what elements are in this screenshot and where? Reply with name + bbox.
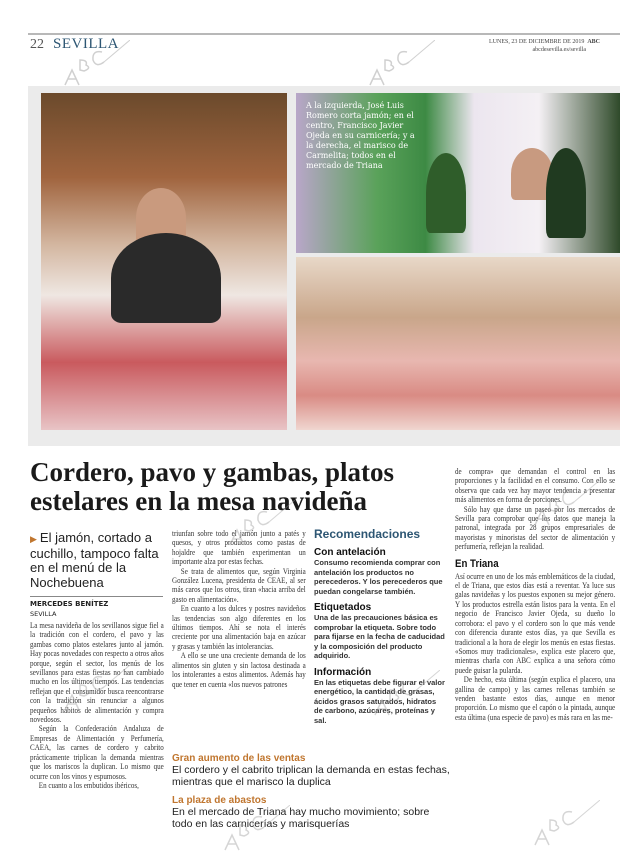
paragraph: Así ocurre en uno de los más emblemáticos de la ciudad, el de Triana, que estos días está a reventar. Ya luce sus galas navideñas y los puestos exponen su mejor género. Y los productos estrella están listos para la venta. En el negocio de Francisco Javier Ojeda, su dueño lo corrobora: el pavo y el cordero son lo que más vende con diferencia durante estos días, ya que Sevilla es tradicional a la hora de elegir los menús en estas fiestas. «Somos muy tradicionales», explica este placero que, mientras charla con ABC explica a una señora cómo puede guisar la pularda. <box>455 571 616 675</box>
box-item-title: Con antelación <box>314 547 386 558</box>
paragraph: En cuanto a los embutidos ibéricos, <box>38 780 139 790</box>
author: MERCEDES BENÍTEZ <box>30 600 109 608</box>
header-date <box>480 38 600 54</box>
paragraph: En cuanto a los dulces y postres navideños las tendencias son algo diferentes en los últimos tiempos. Ahí se nota el interés creciente por una alimentación baja en azúcar y grasas y también las intolerancias. <box>172 604 306 651</box>
paragraph: Sólo hay que darse un paseo por los mercados de Sevilla para comprobar que los datos que maneja la patronal, integrada por 28 grupos empresariales de mayoristas y minoristas del sector de alimentación y perfumería, reflejan la realidad. <box>455 504 616 552</box>
body-column-1 <box>30 621 164 790</box>
paragraph: La mesa navideña de los sevillanos sigue fiel a la tradición con el cordero, el pavo y las gambas como platos estelares junto al jamón. Hay pocas novedades con respecto a otros años porque, según el sector, los menús de los sevillanos para estas fiestas no han cambiado mucho en los últimos tiempos. Las tendencias reflejan que el consumidor busca reencontrarse con la tradición sin renunciar a algunos pequeños hábitos de alimentación y compra novedosos. <box>30 621 164 725</box>
box-item-text: Una de las precauciones básica es comprobar la etiqueta. Sobre todo para fijarse en la fecha de caducidad y la composición del producto adquirido. <box>314 613 445 660</box>
paragraph: de compra» que demandan el control en las proporciones y la facilidad en el consumo. Con ello se observa que cada vez hay mayor tendencia a presentar más alimentos en forma de porciones. <box>455 467 616 505</box>
location: SEVILLA <box>30 610 57 618</box>
highlight-text: El cordero y el cabrito triplican la demanda en estas fechas, mientras que el marisco la duplica <box>172 764 450 788</box>
box-item-title: Información <box>314 666 372 678</box>
recommendations-box <box>314 527 446 725</box>
highlight-title: Gran aumento de las ventas <box>172 753 306 764</box>
box-title: Recomendaciones <box>314 527 421 541</box>
box-item-text: Consumo recomienda comprar con antelación los productos no perecederos. Y los perecederos que puedan congelarse también. <box>314 558 443 596</box>
photo-caption: A la izquierda, José Luis Romero corta jamón; en el centro, Francisco Javier Ojeda en su carnicería; y a la derecha, el marisco de Carmelita; todos en el mercado de Triana <box>306 101 415 170</box>
paragraph: Según la Confederación Andaluza de Empresas de Alimentación y Perfumería, CAEA, las carnes de cordero y cabrito prácticamente triplican la demanda mientras que los mariscos la duplican. Lo mismo que ocurre con los vinos y espumosos. <box>30 724 164 781</box>
site-url[interactable]: abcdesevilla.es/sevilla <box>532 47 586 53</box>
subheadline <box>30 531 165 590</box>
page-number: 22 <box>30 37 44 52</box>
watermark-logo <box>530 800 600 850</box>
highlight-text: En el mercado de Triana hay mucho movimiento; sobre todo en las carnicerías y marisquerías <box>172 806 430 830</box>
header-rule <box>28 33 620 35</box>
paragraph: triunfan sobre todo el jamón junto a patés y quesos, y otros productos como pastas de hojaldre que también experimentan un importante alza por estas fechas. <box>172 529 306 567</box>
highlight-title: La plaza de abastos <box>172 795 267 806</box>
subhead-text: El jamón, cortado a cuchillo, tampoco falta en el menú de la Nochebuena <box>30 530 159 590</box>
box-item-text: En las etiquetas debe figurar el valor energético, la cantidad de grasas, ácidos grasos saturados, hidratos de carbono, azúcares, proteínas y sal. <box>314 677 445 725</box>
photo-seafood <box>296 257 620 430</box>
watermark-logo <box>365 40 435 90</box>
subsection-heading: En Triana <box>455 557 499 570</box>
body-column-2 <box>172 529 306 689</box>
paragraph: Se trata de alimentos que, según Virginia González Lucena, presidenta de CEAE, al ser más caros que los otros, tiran «hacia arriba del gasto en alimentación». <box>172 566 306 604</box>
paragraph: De hecho, esta última (según explica el placero, una gallina de campo) y las carnes rellenas también se venden bastante estos días, aunque en menor proporción. Lo mismo que el capón o la pintada, aunque esta última (una especie de pavo) es más rara en las me- <box>455 675 616 722</box>
body-column-4 <box>455 467 615 722</box>
highlight-1 <box>172 753 452 788</box>
paragraph: A ello se une una creciente demanda de los alimentos sin gluten y sin lactosa destinada a los intolerantes a estos alimentos. Además hay que tener en cuenta «los nuevos patrones <box>172 651 306 689</box>
highlight-2 <box>172 795 452 830</box>
section-title: SEVILLA <box>53 36 119 52</box>
box-item-title: Etiquetados <box>314 602 372 613</box>
triangle-bullet-icon: ▶ <box>30 534 37 544</box>
photo-ham-cutter <box>41 93 287 430</box>
byline-rule <box>30 596 163 597</box>
headline: Cordero, pavo y gambas, platos estelares en la mesa navideña <box>30 457 395 516</box>
date-text: LUNES, 23 DE DICIEMBRE DE 2019 <box>488 39 585 45</box>
brand: ABC <box>587 39 600 45</box>
